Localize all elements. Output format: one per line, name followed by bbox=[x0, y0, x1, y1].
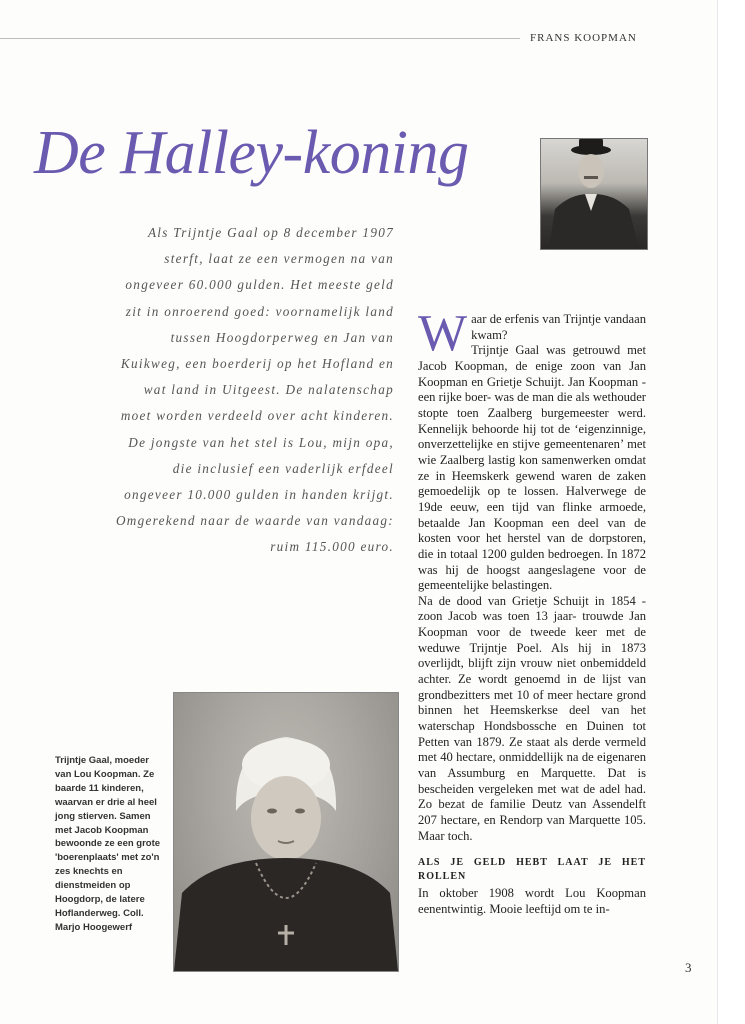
paragraph-1 bbox=[418, 305, 646, 362]
intro-text: Als Trijntje Gaal op 8 december 1907 sterft, laat ze een vermogen na van ongeveer 60.000 gulden. Het meeste geld zit in onroerend goed: voornamelijk land tussen Hoogdorperweg en Jan van Kuikweg, een boerderij op het Hofland en wat land in Uitgeest. De nalatenschap moet worden verdeeld over acht kinderen. De jongste van het stel is Lou, mijn opa, die inclusief een vaderlijk erfdeel ongeveer 10.000 gulden in handen krijgt. Omgerekend naar de waarde van vandaag: ruim 115.000 euro. bbox=[115, 225, 394, 555]
portrait-photo-man bbox=[540, 138, 648, 250]
paragraph-3: Na de dood van Grietje Schuijt in 1854 -zoon Jacob was toen 13 jaar- trouwde Jan Koopman voor de tweede keer met de weduwe Trijntje Poel. Als hij in 1873 overlijdt, blijft zijn vrouw niet onbemiddeld achter. Ze wordt genoemd in de lijst van grondbezitters met 10 of meer hectare grond binnen het Heemskerkse deel van het waterschap Hondsbossche en Duinen tot Petten van 1879. Ze staat als derde vermeld met 40 hectare, onmiddellijk na de eigenaren van Assumburg en Marquette. Dat is bescheiden vergeleken met wat de adel had. Zo bezat de familie Deutz van Assendelft 207 hectare, en Rendorp van Marquette 105. Maar toch. bbox=[418, 593, 646, 843]
drop-cap: W bbox=[418, 305, 468, 362]
paragraph-1-text: aar de erfenis van Trijntje vandaan kwam? bbox=[471, 312, 646, 342]
portrait-photo-woman bbox=[173, 692, 399, 972]
page-edge bbox=[717, 0, 745, 1024]
section-subheading: ALS JE GELD HEBT LAAT JE HET ROLLEN bbox=[418, 857, 646, 883]
paragraph-4: In oktober 1908 wordt Lou Koopman eenentwintig. Mooie leeftijd om te in- bbox=[418, 886, 646, 916]
paragraph-2: Trijntje Gaal was getrouwd met Jacob Koopman, de enige zoon van Jan Koopman en Grietje Schuijt. Jan Koopman -een rijke boer- was de man die als wethouder stopte toen Zaalberg burgemeester werd. Kennelijk behoorde hij tot de ‘eigenzinnige, onverzettelijke en stijve gemeentenaren’ met wie Zaalberg lastig kon samenwerken omdat ze in Heemskerk gewend waren de zaken gemoedelijk op te lossen. Halverwege de 19de eeuw, een tijd van flinke armoede, betaalde Jan Koopman een deel van de kosten voor het herstel van de dorpstoren, die in totaal 1200 gulden bedroegen. In 1872 was hij de hoogst aangeslagene voor de gemeentelijke belastingen. bbox=[418, 343, 646, 593]
page-number: 3 bbox=[685, 960, 692, 975]
article-body-column bbox=[418, 305, 646, 918]
header-rule bbox=[0, 38, 520, 39]
article-title: De Halley-koning bbox=[34, 119, 469, 187]
photo-caption: Trijntje Gaal, moeder van Lou Koopman. Ze baarde 11 kinderen, waarvan er drie al heel jong stierven. Samen met Jacob Koopman bewoonde ze een grote 'boerenplaats' met zo'n zes knechts en dienstmeiden op Hoogdorp, de latere Hoflanderweg. Coll. Marjo Hoogewerf bbox=[55, 755, 161, 933]
intro-paragraph bbox=[112, 220, 394, 561]
author-name: FRANS KOOPMAN bbox=[530, 32, 637, 44]
